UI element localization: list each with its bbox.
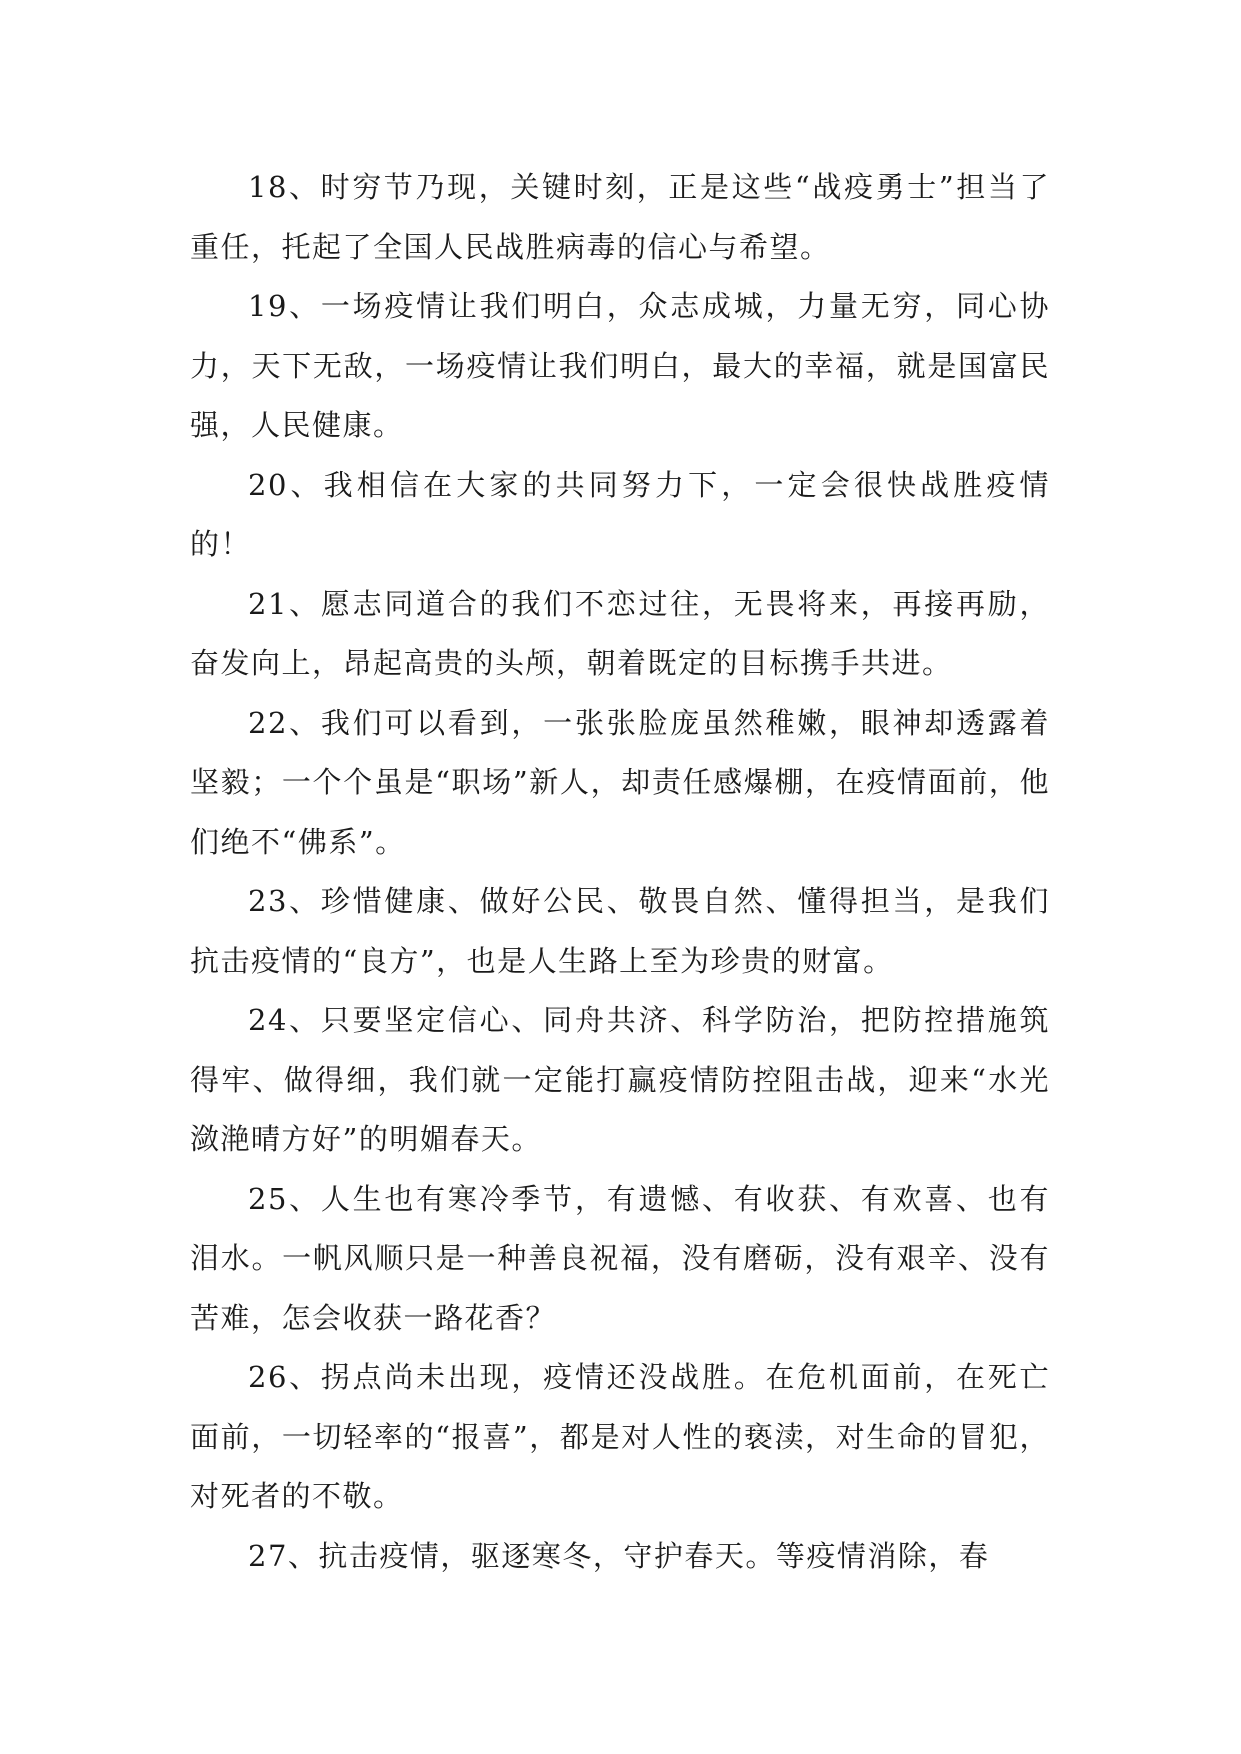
paragraph-23: 23、珍惜健康、做好公民、敬畏自然、懂得担当，是我们抗击疫情的“良方”，也是人生路上至为珍贵的财富。 <box>190 884 1050 978</box>
paragraph-19: 19、一场疫情让我们明白，众志成城，力量无穷，同心协力，天下无敌，一场疫情让我们明白，最大的幸福，就是国富民强，人民健康。 <box>190 289 1050 442</box>
paragraph-21: 21、愿志同道合的我们不恋过往，无畏将来，再接再励，奋发向上，昂起高贵的头颅，朝着既定的目标携手共进。 <box>190 586 1050 680</box>
document-body <box>190 158 1050 1586</box>
paragraph-26: 26、拐点尚未出现，疫情还没战胜。在危机面前，在死亡面前，一切轻率的“报喜”，都是对人性的亵渎，对生命的冒犯，对死者的不敬。 <box>190 1360 1050 1513</box>
paragraph-25: 25、人生也有寒冷季节，有遗憾、有收获、有欢喜、也有泪水。一帆风顺只是一种善良祝福，没有磨砺，没有艰辛、没有苦难，怎会收获一路花香？ <box>190 1181 1050 1335</box>
paragraph-27: 27、抗击疫情，驱逐寒冬，守护春天。等疫情消除，春 <box>248 1538 990 1573</box>
paragraph-22: 22、我们可以看到，一张张脸庞虽然稚嫩，眼神却透露着坚毅；一个个虽是“职场”新人，却责任感爆棚，在疫情面前，他们绝不“佛系”。 <box>190 705 1050 859</box>
paragraph-18: 18、时穷节乃现，关键时刻，正是这些“战疫勇士”担当了重任，托起了全国人民战胜病毒的信心与希望。 <box>190 170 1050 264</box>
paragraph-24: 24、只要坚定信心、同舟共济、科学防治，把防控措施筑得牢、做得细，我们就一定能打赢疫情防控阻击战，迎来“水光潋滟晴方好”的明媚春天。 <box>190 1003 1050 1156</box>
paragraph-20: 20、我相信在大家的共同努力下，一定会很快战胜疫情的！ <box>190 467 1050 561</box>
